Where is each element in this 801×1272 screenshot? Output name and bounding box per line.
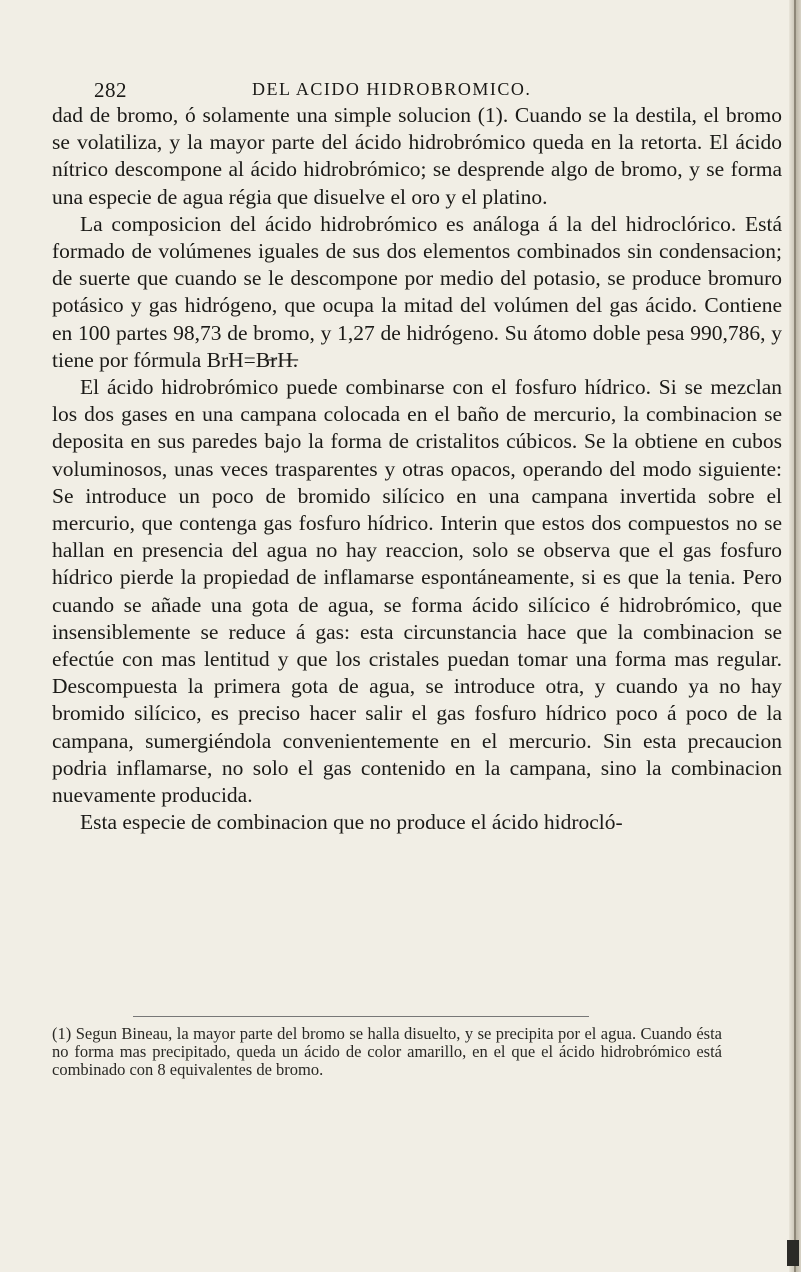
page-edge-line: [794, 0, 796, 1272]
running-head: DEL ACIDO HIDROBROMICO.: [252, 79, 532, 99]
corner-mark: [787, 1240, 799, 1266]
paragraph-2: La composicion del ácido hidrobrómico es análoga á la del hidroclórico. Está formado de volúmenes iguales de sus dos elementos combinados sin condensacion; de suerte que cuando se le descompone por medio del potasio, se produce bromuro potásico y gas hidrógeno, que ocupa la mitad del volúmen del gas ácido. Contiene en 100 partes 98,73 de bromo, y 1,27 de hidrógeno. Su átomo doble pesa 990,786, y tiene por fórmula BrH=B̶rH̶.: [52, 211, 782, 372]
body-text: [52, 102, 782, 836]
footnote-rule: [133, 1016, 589, 1017]
paragraph-3: El ácido hidrobrómico puede combinarse con el fosfuro hídrico. Si se mezclan los dos gases en una campana colocada en el baño de mercurio, la combinacion se deposita en sus paredes bajo la forma de cristalitos cúbicos. Se la obtiene en cubos voluminosos, unas veces trasparentes y otras opacos, operando del modo siguiente: Se introduce un poco de bromido silícico en una campana invertida sobre el mercurio, que contenga gas fosfuro hídrico. Interin que estos dos compuestos no se hallan en presencia del agua no hay reaccion, solo se observa que el gas fosfuro hídrico pierde la propiedad de inflamarse espontáneamente, si es que la tenia. Pero cuando se añade una gota de agua, se forma ácido silícico é hidrobrómico, que insensiblemente se reduce á gas: esta circunstancia hace que la combinacion se efectúe con mas lentitud y que los cristales puedan tomar una forma mas regular. Descompuesta la primera gota de agua, se introduce otra, y cuando ya no hay bromido silícico, es preciso hacer salir el gas fosfuro hídrico poco á poco de la campana, sumergiéndola convenientemente en el mercurio. Sin esta precaucion podria inflamarse, no solo el gas contenido en la campana, sino la combinacion nuevamente producida.: [52, 375, 782, 808]
paragraph-4: Esta especie de combinacion que no produce el ácido hidrocló-: [80, 810, 623, 835]
footnote: (1) Segun Bineau, la mayor parte del bromo se halla disuelto, y se precipita por el agua. Cuando ésta no forma mas precipitado, queda un ácido de color amarillo, en el que el ácido hidrobrómico está combinado con 8 equivalentes de bromo.: [52, 1024, 722, 1079]
page-number: 282: [94, 78, 127, 102]
page-header: [90, 78, 780, 102]
paragraph-1: dad de bromo, ó solamente una simple solucion (1). Cuando se la destila, el bromo se volatiliza, y la mayor parte del ácido hidrobrómico queda en la retorta. El ácido nítrico descompone al ácido hidrobrómico; se desprende algo de bromo, y se forma una especie de agua régia que disuelve el oro y el platino.: [52, 103, 782, 209]
